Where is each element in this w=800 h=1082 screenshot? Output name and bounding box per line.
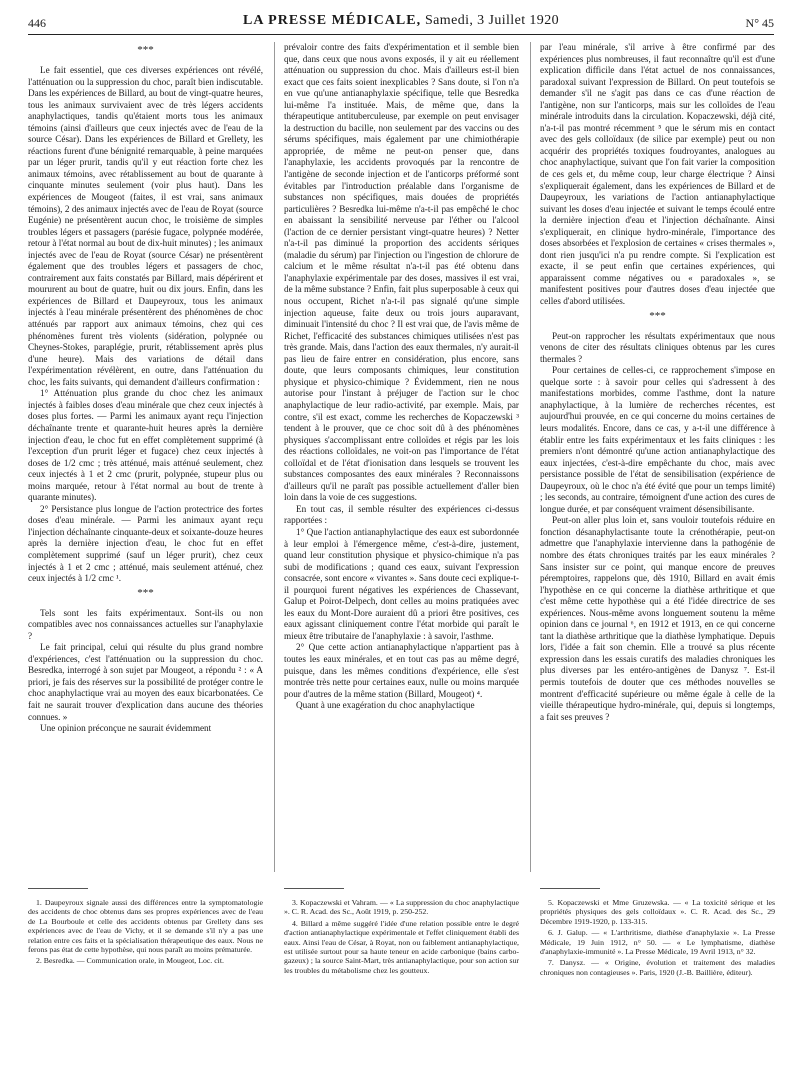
text-column-2 [284,42,519,712]
page-header [28,12,774,36]
footnote: 7. Danysz. — « Origine, évolution et traitement des maladies chroniques non contagieuses ». Paris, 1920 (J.-B. Baillière, éditeur). [540,958,775,977]
paragraph: En tout cas, il semble résulter des expériences ci-dessus rapportées : [284,503,519,526]
paragraph: Le fait essentiel, que ces diverses expériences ont révélé, l'atténuation ou la suppression du choc, paraît bien indiscutable. Dans les expériences de Billard, au bout de vingt-quatre heures, tous les animaux survivaient avec de très légers accidents anaphylactiques, tandis qu'étaient morts tous les animaux témoins (ainsi d'ailleurs que ceux injectés avec de l'eau de la source César). Dans les expériences de Billard et Grellety, les réactions furent d'une bénignité remarquable, à peine marquées par un léger prurit, tandis qu'il y eut réaction forte chez les animaux témoins, avec rétablissement au bout de quarante à cinquante minutes seulement (voir plus haut). Dans les expériences de Mougeot (faites, il est vrai, sans animaux témoins), 2 des animaux injectés avec de l'eau de Royat (source Eugénie) ne présentèrent aucun choc, le troisième de simples troubles légers et passagers (parésie fugace, polypnée modérée, retour à l'état normal au bout de dix-huit minutes) ; les animaux injectés avec de l'eau de Royat (source César) ne présentèrent également que des troubles légers et passagers de choc, contrairement aux faits constatés par Billard, mais dépérirent et moururent au bout de quatre, huit ou dix jours. Enfin, dans les expériences de Billard et Daupeyroux, tous les animaux injectés à l'eau minérale présentèrent des phénomènes de choc atténués par rapport aux animaux témoins, chez qui ces phénomènes furent très violents (sidération, polypnée ou Cheynes-Stokes, paraplégie, prurit, rétablissement après plus d'une heure). Mais des variations de détail dans l'expérimentation révélèrent, en outre, dans l'atténuation du choc, les faits suivants, qui demandent d'ailleurs confirmation : [28,65,263,387]
column-divider [530,42,531,872]
journal-name: LA PRESSE MÉDICALE, [242,13,422,28]
page-number: 446 [28,16,46,30]
paragraph: prévaloir contre des faits d'expérimentation et il semble bien que, dans ceux que nous avons exposés, il y ait eu réellement atténuation ou suppression du choc. Mais d'ailleurs est-il bien exact que ces faits soient inexplicables ? Sans doute, si l'on n'a en vue qu'une antianaphylaxie spécifique, telle que Besredka lui-même l'a instituée. Mais, de même que, dans la thérapeutique antituberculeuse, par exemple on peut envisager la destruction du bacille, non seulement par des vaccins ou des sérums spécifiques, mais également par une chimiothérapie appropriée, de même ne peut-on penser que, dans l'anaphylaxie, les accidents provoqués par la rencontre de l'antigène de seconde injection et de l'anticorps préformé sont évitables par l'introduction préalable dans l'organisme de substances non spécifiques, mais douées de propriétés particulières ? Besredka lui-même n'a-t-il pas empêché le choc en abaissant la sensibilité nerveuse par l'éther ou l'alcool (l'action de ce dernier persistant vingt-quatre heures) ? Netter n'a-t-il pas diminué la proportion des accidents sériques (maladie du sérum) par l'injection ou l'ingestion de chlorure de calcium et le même résultat n'a-t-il pas été obtenu dans l'anaphylaxie expérimentale par des doses, massives il est vrai, de la même substance ? Enfin, fait plus superposable à ceux qui nous occupent, Richet n'a-t-il pas signalé qu'une simple injection aqueuse, faite deux ou trois jours auparavant, diminuait l'intensité du choc ? Il est vrai que, de l'avis même de Richet, l'efficacité des substances chimiques utilisées n'est pas très grande. Mais, dans l'action des eaux thermales, n'y aurait-il pas lieu de faire entrer en considération, plus encore, sans doute, que leurs composants chimiques, leur constitution physique et physico-chimique ? Évidemment, rien ne nous autorise pour l'instant à préjuger de l'action sur le choc anaphylactique de leur radio-activité, par exemple. Mais, par contre, s'il est exact, comme les recherches de Kopaczewski ³ tendent à le prouver, que ce choc soit dû à des phénomènes physiques s'accomplissant entre colloïdes et régis par les lois des réactions colloïdales, ne voit-on pas l'importance de l'état colloïdal et de l'état d'ionisation dans lesquels se trouvent les substances composantes des eaux minérales ? Reconnaissons d'ailleurs qu'il ne paraît pas possible actuellement d'aller bien loin dans la voie de ces suggestions. [284,42,519,503]
footnote: 2. Besredka. — Communication orale, in Mougeot, Loc. cit. [36,956,224,966]
footnote: 3. Kopaczewski et Vahram. — « La suppression du choc anaphylactique ». C. R. Acad. des Sc., Août 1919, p. 250-252. [284,898,519,917]
paragraph: Quant à une exagération du choc anaphylactique [296,700,475,711]
footnote: 5. Kopaczewski et Mme Gruzewska. — « La toxicité sérique et les propriétés physiques des gels colloïdaux ». C. R. Acad. des Sc., 29 Décembre 1919-1920, p. 133-315. [540,898,775,926]
header-rule [28,34,774,35]
paragraph: Pour certaines de celles-ci, ce rapprochement s'impose en quelque sorte : à savoir pour celles qui s'adressent à des manifestations morbides, comme l'asthme, dont la nature anaphylactique, à la lumière de recherches récentes, est aujourd'hui prouvée, en ce qui concerne du moins certaines de leurs modalités. Encore, dans ce cas, y a-t-il une différence à établir entre les faits expérimentaux et les faits cliniques : les premiers n'ont démontré qu'une action antianaphylactique des eaux injectées, c'est-à-dire empêchante du choc, mais avec persistance possible de l'état de sensibilisation (expérience de Daupeyroux, où le choc n'a été évité que pour un temps limité) ; les seconds, au contraire, témoignent d'une action des cures de longue durée, et par conséquent vraiment désensibilisante. [540,365,775,514]
paragraph: 1° Que l'action antianaphylactique des eaux est subordonnée à leur emploi à l'émergence même, c'est-à-dire, justement, quand leur constitution physique et physico-chimique n'a pas subi de modifications ; quand ces eaux, suivant l'expression consacrée, sont encore « vivantes ». Sans doute ceci explique-t-il pourquoi furent négatives les expériences de Chassevant, Galup et Poirot-Delpech, dont celles au moins pratiquées avec les eaux du Mont-Dore auraient dû a priori être positives, ces eaux agissant cliniquement contre l'état morbide qui paraît le mieux être tributaire de l'anaphylaxie : à savoir, l'asthme. [284,526,519,641]
section-ornament: *** [137,586,154,599]
column-divider [274,42,275,872]
paragraph: 2° Persistance plus longue de l'action protectrice des fortes doses d'eau minérale. — Parmi les animaux ayant reçu l'injection déchaînante cinquante-deux et soixante-douze heures après la dernière injection d'eau, le choc fut en effet complètement supprimé (sauf un léger prurit), chez ceux injectés à 1 et 2 cmc ; atténué, mais seulement atténué, chez ceux injectés à 1/2 cmc ¹. [28,503,263,584]
paragraph: 1° Atténuation plus grande du choc chez les animaux injectés à faibles doses d'eau minérale que chez ceux injectés à doses plus fortes. — Parmi les animaux ayant reçu l'injection déchaînante trente et quarante-huit heures après la dernière injection d'eau, le choc fut en effet complètement supprimé (à l'exception d'un prurit léger et fugace) chez ceux injectés à doses de 1/2 cmc ; très atténué, mais atténué seulement, chez ceux injectés à 1 et 2 cmc (prurit, polypnée, stupeur plus ou moins marquée, retour à l'état normal au bout de trente à quarante minutes). [28,388,263,503]
paragraph: Peut-on aller plus loin et, sans vouloir toutefois réduire en fonction désanaphylactisante toute la crénothérapie, peut-on admettre que l'anaphylaxie intervienne dans la pathogénie de nombre des états chroniques traités par les eaux minérales ? Sans insister sur ce point, qui manque encore de preuves péremptoires, rappelons que, dès 1910, Billard en avait émis l'hypothèse en ce qui concerne la diathèse arthritique et que c'est même cette hypothèse qui a été l'idée directrice de ses expériences. Nous-même avons longuement soutenu la même opinion dans ce journal ⁶, en 1912 et 1913, en ce qui concerne tant la diathèse arthritique que la diathèse lymphatique. Depuis lors, l'idée a fait son chemin. Elle a trouvé sa plus récente expression dans les essais curatifs des maladies chroniques les plus diverses par les entéro-antigènes de Danysz ⁷. Est-il permis toutefois de douter que ces méthodes nouvelles se montrent d'efficacité supérieure ou même égale à celle de la vieille thérapeutique hydro-minérale, qui, depuis si longtemps, a fait ses preuves ? [540,515,775,722]
paragraph: Peut-on rapprocher les résultats expérimentaux que nous venons de citer des résultats cliniques obtenus par les cures thermales ? [540,330,775,364]
footnote-rule [28,888,88,889]
text-column-3 [540,42,775,723]
footnote-rule [540,888,600,889]
section-ornament: *** [649,309,666,322]
footnote: 4. Billard a même suggéré l'idée d'une relation possible entre le degré d'action antianaphylactique expérimentale et l'effet cliniquement établi des eaux. Ainsi l'eau de César, à Royat, non ou faiblement antianaphylactique, est utilisée surtout pour sa haute teneur en acide carbonique (bains carbo-gazeux) ; la source Saint-Mart, très antianaphylactique, pour son action sur les troubles du métabolisme chez les goutteux. [284,918,519,975]
running-title [28,13,774,29]
section-ornament: *** [137,44,154,56]
footnotes-column-3 [540,898,775,979]
paragraph: 2° Que cette action antianaphylactique n'appartient pas à toutes les eaux minérales, et en tout cas pas au même degré, puisque, dans les mêmes conditions d'expérience, elle s'est montrée très nette pour certaines eaux, nulle ou moins marquée pour d'autres de la même station (Billard, Mougeot) ⁴. [284,642,519,699]
issue-number: N° 45 [745,16,774,30]
footnote: 1. Daupeyroux signale aussi des différences entre la symptomatologie des accidents de choc obtenus dans ses propres expériences avec de l'eau de La Bourboule et celle des accidents obtenus par Grellety dans ses expériences avec de l'eau de Vichy, et il se demande s'il n'y a pas une relation entre ces faits et la spécialisation thérapeutique des eaux. Nous ne ferons pas état de cette hypothèse, qui nous paraît au moins prématurée. [28,898,263,955]
paragraph: Une opinion préconçue ne saurait évidemment [40,723,212,734]
paragraph: Tels sont les faits expérimentaux. Sont-ils ou non compatibles avec nos connaissances actuelles sur l'anaphylaxie ? [28,607,263,641]
paragraph: Le fait principal, celui qui résulte du plus grand nombre d'expériences, c'est l'atténuation ou la suppression du choc. Besredka, interrogé à son sujet par Mougeot, a répondu ² : « A priori, je fais des réserves sur la possibilité de protéger contre le choc anaphylactique vrai au moyen des eaux bicarbonatées. Ce fait ne saurait trouver d'explication dans aucune des théories connues. » [28,642,263,722]
footnotes-column-1 [28,898,263,968]
footnote-rule [284,888,344,889]
footnote: 6. J. Galup. — « L'arthritisme, diathèse d'anaphylaxie ». La Presse Médicale, 19 Juin 1912, n° 50. — « Le lymphatisme, diathèse d'anaphylaxie-immunité ». La Presse Médicale, 19 Avril 1913, n° 32. [540,928,775,957]
issue-date: Samedi, 3 Juillet 1920 [424,13,559,28]
text-column-1 [28,42,263,735]
footnotes-column-2 [284,898,519,977]
paragraph: par l'eau minérale, s'il arrive à être confirmé par des expériences plus nombreuses, il faut reconnaître qu'il est d'une explication difficile dans l'état actuel de nos connaissances, paradoxal suivant l'expression de Billard. On peut toutefois se demander s'il ne s'agit pas dans ce cas d'une réaction de l'antigène, non sur l'anticorps, mais sur les colloïdes de l'eau minérale introduits dans la circulation. Kopaczewski, déjà cité, n'a-t-il pas montré récemment ⁵ que le sérum mis en contact avec des gels colloïdaux (de silice par exemple) peut ou non acquérir des propriétés toxiques foudroyantes, analogues au choc anaphylactique, suivant que l'on fait varier la composition de ces gels et, du même coup, leur charge électrique ? Ainsi s'expliquerait également, dans les expériences de Billard et de Daupeyroux, les variations de l'action antianaphylactique suivant les doses d'eau injectée et suivant le temps écoulé entre la dernière injection d'eau et l'injection déchaînante. Ainsi s'expliquerait, en clinique hydro-minérale, l'importance des doses absorbées et l'explosion de certaines « crises thermales », dont rien jusqu'ici n'a pu rendre compte. Si l'explication est exacte, il se peut enfin que certaines expériences, qui apparaissent comme négatives ou « paradoxales », se manifestent positives pour d'autres doses d'eau injectée que celles d'abord utilisées. [540,42,775,307]
